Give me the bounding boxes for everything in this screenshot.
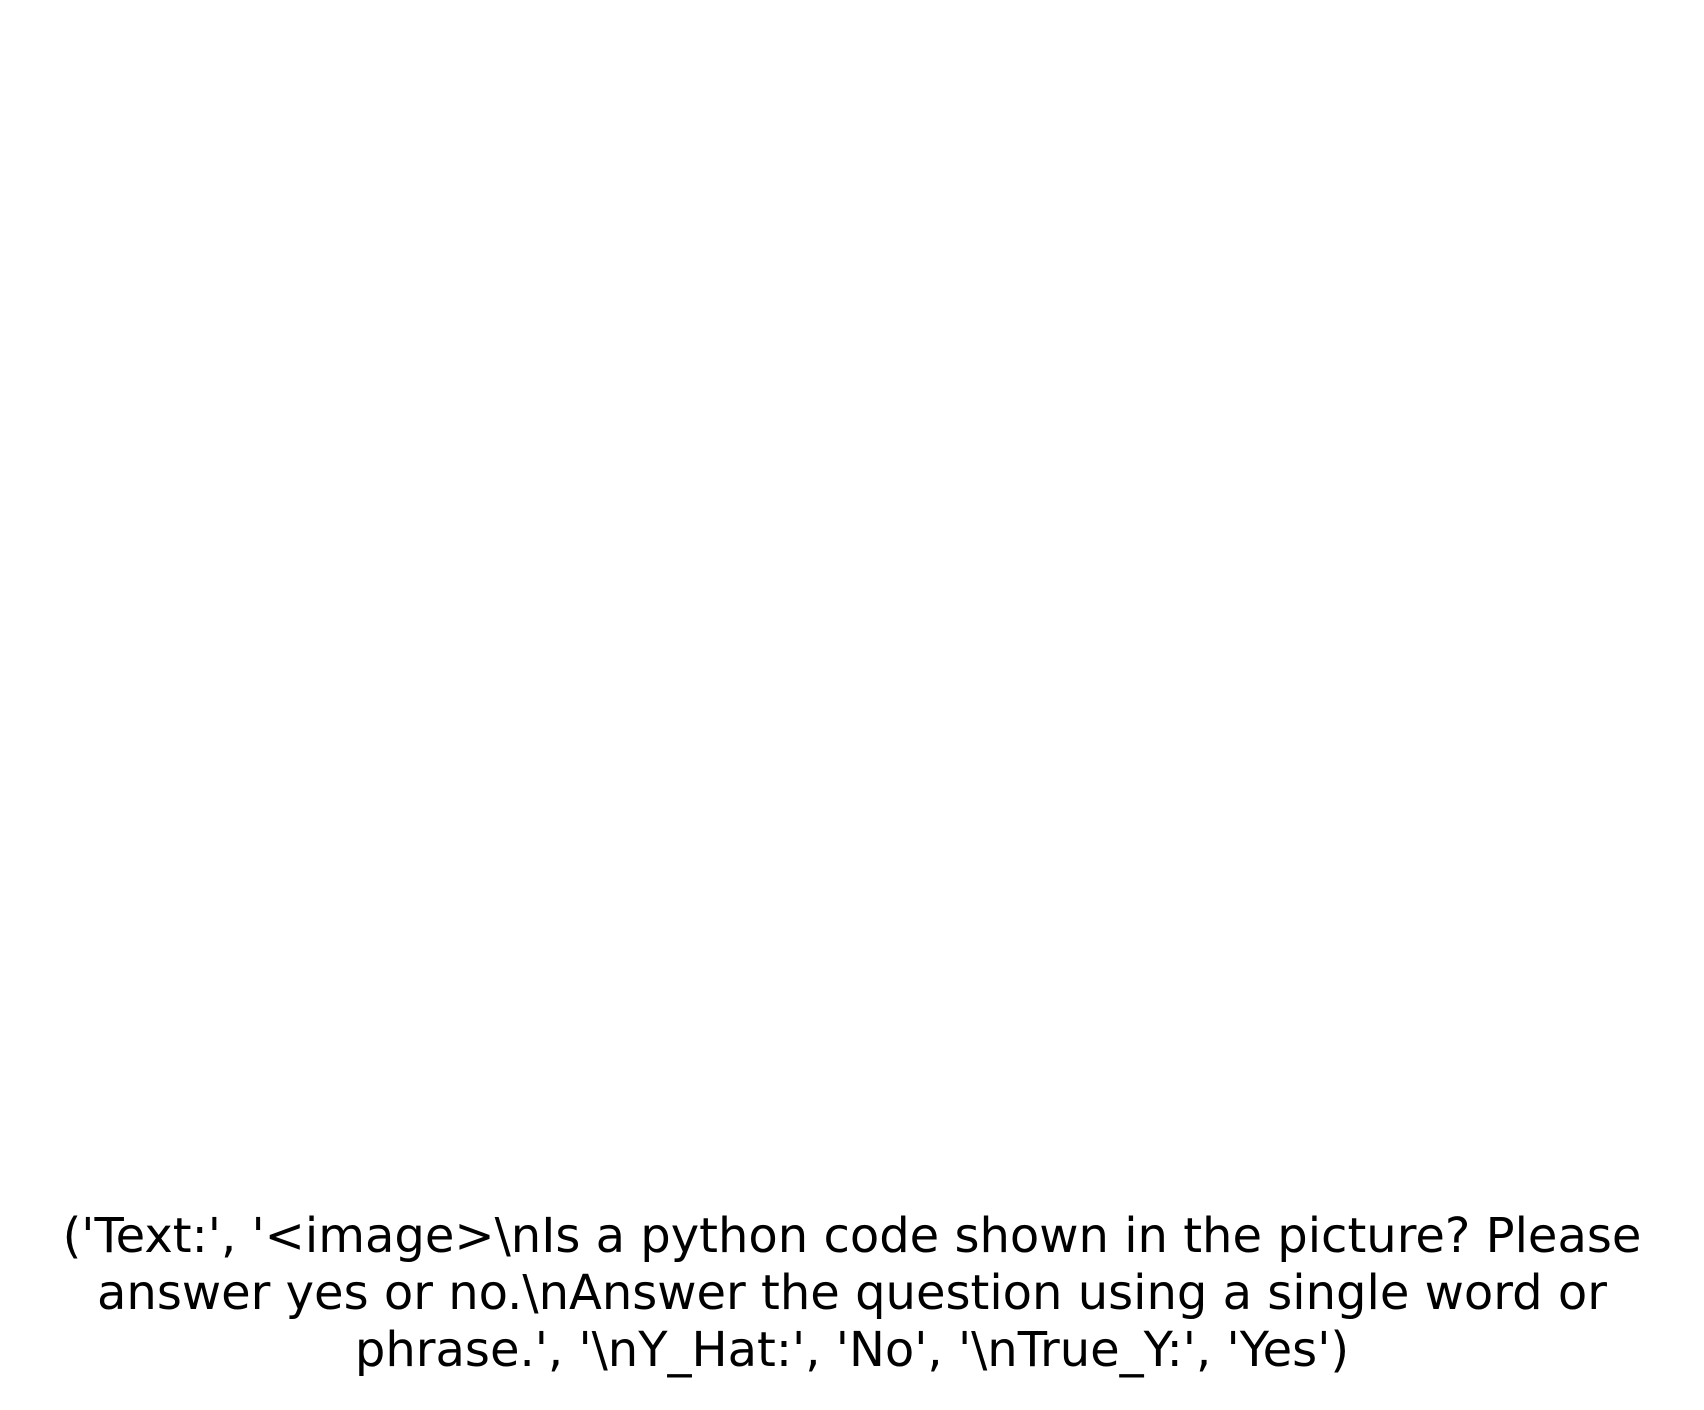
- caption-line-2: answer yes or no.\nAnswer the question using a single word or: [97, 1265, 1607, 1321]
- caption-text: [20, 1208, 1684, 1379]
- caption-line-3: phrase.', '\nY_Hat:', 'No', '\nTrue_Y:', 'Yes'): [354, 1322, 1350, 1378]
- caption-line-1: ('Text:', '<image>\nIs a python code shown in the picture? Please: [62, 1208, 1642, 1264]
